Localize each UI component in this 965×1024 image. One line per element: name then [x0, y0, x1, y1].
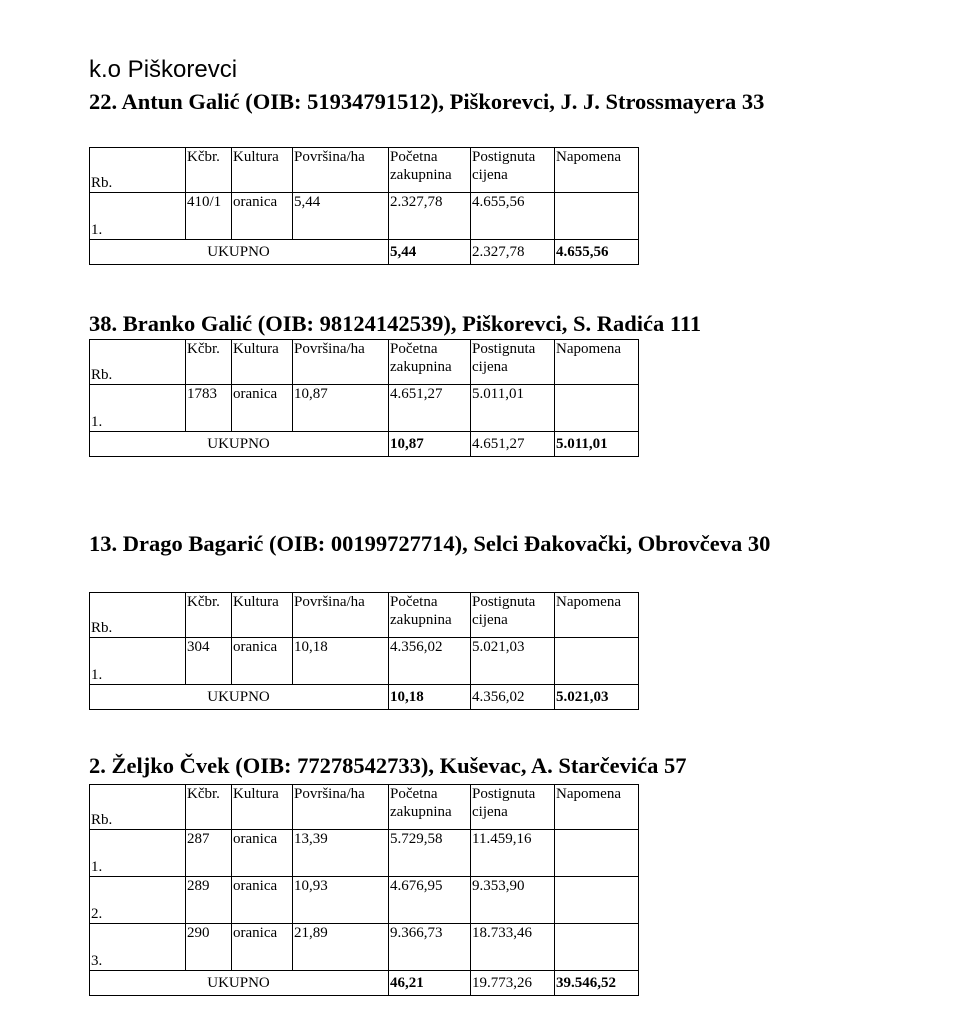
cell-pocetna: 9.366,73 [389, 924, 471, 971]
cell-kultura: oranica [232, 638, 293, 685]
lessee-heading: 38. Branko Galić (OIB: 98124142539), Piškorevci, S. Radića 111 [89, 311, 702, 336]
cell-povrsina: 13,39 [293, 830, 389, 877]
total-label: UKUPNO [90, 971, 389, 996]
column-header-kcbr: Kčbr. [186, 593, 232, 638]
total-postignuta: 4.655,56 [555, 240, 639, 265]
lease-table [89, 147, 639, 265]
cell-kcbr: 289 [186, 877, 232, 924]
column-header-kultura: Kultura [232, 593, 293, 638]
column-header-rb: Rb. [90, 340, 186, 385]
total-postignuta: 39.546,52 [555, 971, 639, 996]
column-header-pocetna [389, 340, 471, 385]
column-header-postignuta-line2: cijena [472, 167, 508, 183]
cell-povrsina: 10,18 [293, 638, 389, 685]
cell-pocetna: 4.651,27 [389, 385, 471, 432]
cell-postignuta: 9.353,90 [471, 877, 555, 924]
column-header-postignuta-line1: Postignuta [472, 341, 536, 357]
cell-povrsina: 21,89 [293, 924, 389, 971]
total-pocetna: 2.327,78 [471, 240, 555, 265]
cell-napomena [555, 924, 639, 971]
table-header-row [90, 340, 639, 385]
total-row [90, 971, 639, 996]
cell-rb: 1. [90, 385, 186, 432]
column-header-kultura: Kultura [232, 785, 293, 830]
column-header-rb: Rb. [90, 148, 186, 193]
total-povrsina: 5,44 [389, 240, 471, 265]
column-header-kultura: Kultura [232, 148, 293, 193]
column-header-postignuta-line2: cijena [472, 804, 508, 820]
cell-pocetna: 5.729,58 [389, 830, 471, 877]
cell-kultura: oranica [232, 830, 293, 877]
column-header-pocetna [389, 785, 471, 830]
cell-pocetna: 2.327,78 [389, 193, 471, 240]
cell-kcbr: 1783 [186, 385, 232, 432]
column-header-pocetna-line2: zakupnina [390, 167, 452, 183]
column-header-napomena: Napomena [555, 593, 639, 638]
column-header-postignuta [471, 785, 555, 830]
total-povrsina: 10,87 [389, 432, 471, 457]
table-row [90, 830, 639, 877]
column-header-postignuta-line1: Postignuta [472, 594, 536, 610]
lessee-heading: 13. Drago Bagarić (OIB: 00199727714), Selci Đakovački, Obrovčeva 30 [89, 531, 771, 556]
column-header-pocetna-line1: Početna [390, 149, 438, 165]
lessee-heading: 22. Antun Galić (OIB: 51934791512), Piškorevci, J. J. Strossmayera 33 [89, 89, 765, 114]
total-povrsina: 10,18 [389, 685, 471, 710]
column-header-pocetna-line1: Početna [390, 341, 438, 357]
table-header-row [90, 148, 639, 193]
column-header-povrsina: Površina/ha [293, 340, 389, 385]
cell-postignuta: 4.655,56 [471, 193, 555, 240]
cell-napomena [555, 385, 639, 432]
cell-povrsina: 5,44 [293, 193, 389, 240]
column-header-povrsina: Površina/ha [293, 785, 389, 830]
cell-napomena [555, 193, 639, 240]
cell-kcbr: 287 [186, 830, 232, 877]
lease-table [89, 339, 639, 457]
table-row [90, 385, 639, 432]
cell-povrsina: 10,93 [293, 877, 389, 924]
cell-kultura: oranica [232, 877, 293, 924]
column-header-napomena: Napomena [555, 148, 639, 193]
column-header-postignuta-line2: cijena [472, 359, 508, 375]
column-header-rb: Rb. [90, 785, 186, 830]
total-pocetna: 4.651,27 [471, 432, 555, 457]
cell-rb: 1. [90, 638, 186, 685]
total-row [90, 432, 639, 457]
cell-postignuta: 11.459,16 [471, 830, 555, 877]
total-row [90, 685, 639, 710]
cell-kcbr: 410/1 [186, 193, 232, 240]
cell-rb: 3. [90, 924, 186, 971]
total-label: UKUPNO [90, 240, 389, 265]
column-header-postignuta-line1: Postignuta [472, 786, 536, 802]
column-header-napomena: Napomena [555, 340, 639, 385]
column-header-postignuta-line1: Postignuta [472, 149, 536, 165]
table-row [90, 924, 639, 971]
cell-postignuta: 18.733,46 [471, 924, 555, 971]
total-postignuta: 5.011,01 [555, 432, 639, 457]
column-header-pocetna-line2: zakupnina [390, 359, 452, 375]
table-row [90, 638, 639, 685]
total-label: UKUPNO [90, 432, 389, 457]
total-row [90, 240, 639, 265]
column-header-pocetna-line2: zakupnina [390, 804, 452, 820]
column-header-napomena: Napomena [555, 785, 639, 830]
column-header-pocetna-line1: Početna [390, 786, 438, 802]
cell-pocetna: 4.356,02 [389, 638, 471, 685]
column-header-pocetna-line2: zakupnina [390, 612, 452, 628]
table-row [90, 193, 639, 240]
cell-kcbr: 304 [186, 638, 232, 685]
column-header-kcbr: Kčbr. [186, 785, 232, 830]
table-header-row [90, 785, 639, 830]
cell-napomena [555, 830, 639, 877]
cell-postignuta: 5.021,03 [471, 638, 555, 685]
total-postignuta: 5.021,03 [555, 685, 639, 710]
cadastral-municipality-label: k.o Piškorevci [89, 56, 238, 83]
cell-kultura: oranica [232, 385, 293, 432]
cell-rb: 1. [90, 830, 186, 877]
column-header-pocetna-line1: Početna [390, 594, 438, 610]
column-header-postignuta-line2: cijena [472, 612, 508, 628]
cell-kultura: oranica [232, 193, 293, 240]
column-header-kcbr: Kčbr. [186, 340, 232, 385]
column-header-postignuta [471, 148, 555, 193]
column-header-postignuta [471, 593, 555, 638]
cell-napomena [555, 877, 639, 924]
lessee-heading: 2. Željko Čvek (OIB: 77278542733), Kuševac, A. Starčevića 57 [89, 753, 687, 778]
cell-napomena [555, 638, 639, 685]
total-pocetna: 4.356,02 [471, 685, 555, 710]
lease-table [89, 784, 639, 996]
lease-table [89, 592, 639, 710]
column-header-pocetna [389, 593, 471, 638]
cell-postignuta: 5.011,01 [471, 385, 555, 432]
total-pocetna: 19.773,26 [471, 971, 555, 996]
column-header-povrsina: Površina/ha [293, 593, 389, 638]
column-header-povrsina: Površina/ha [293, 148, 389, 193]
column-header-kcbr: Kčbr. [186, 148, 232, 193]
column-header-pocetna [389, 148, 471, 193]
cell-kcbr: 290 [186, 924, 232, 971]
cell-pocetna: 4.676,95 [389, 877, 471, 924]
total-povrsina: 46,21 [389, 971, 471, 996]
cell-povrsina: 10,87 [293, 385, 389, 432]
table-row [90, 877, 639, 924]
table-header-row [90, 593, 639, 638]
column-header-kultura: Kultura [232, 340, 293, 385]
cell-rb: 2. [90, 877, 186, 924]
cell-kultura: oranica [232, 924, 293, 971]
column-header-rb: Rb. [90, 593, 186, 638]
column-header-postignuta [471, 340, 555, 385]
total-label: UKUPNO [90, 685, 389, 710]
cell-rb: 1. [90, 193, 186, 240]
